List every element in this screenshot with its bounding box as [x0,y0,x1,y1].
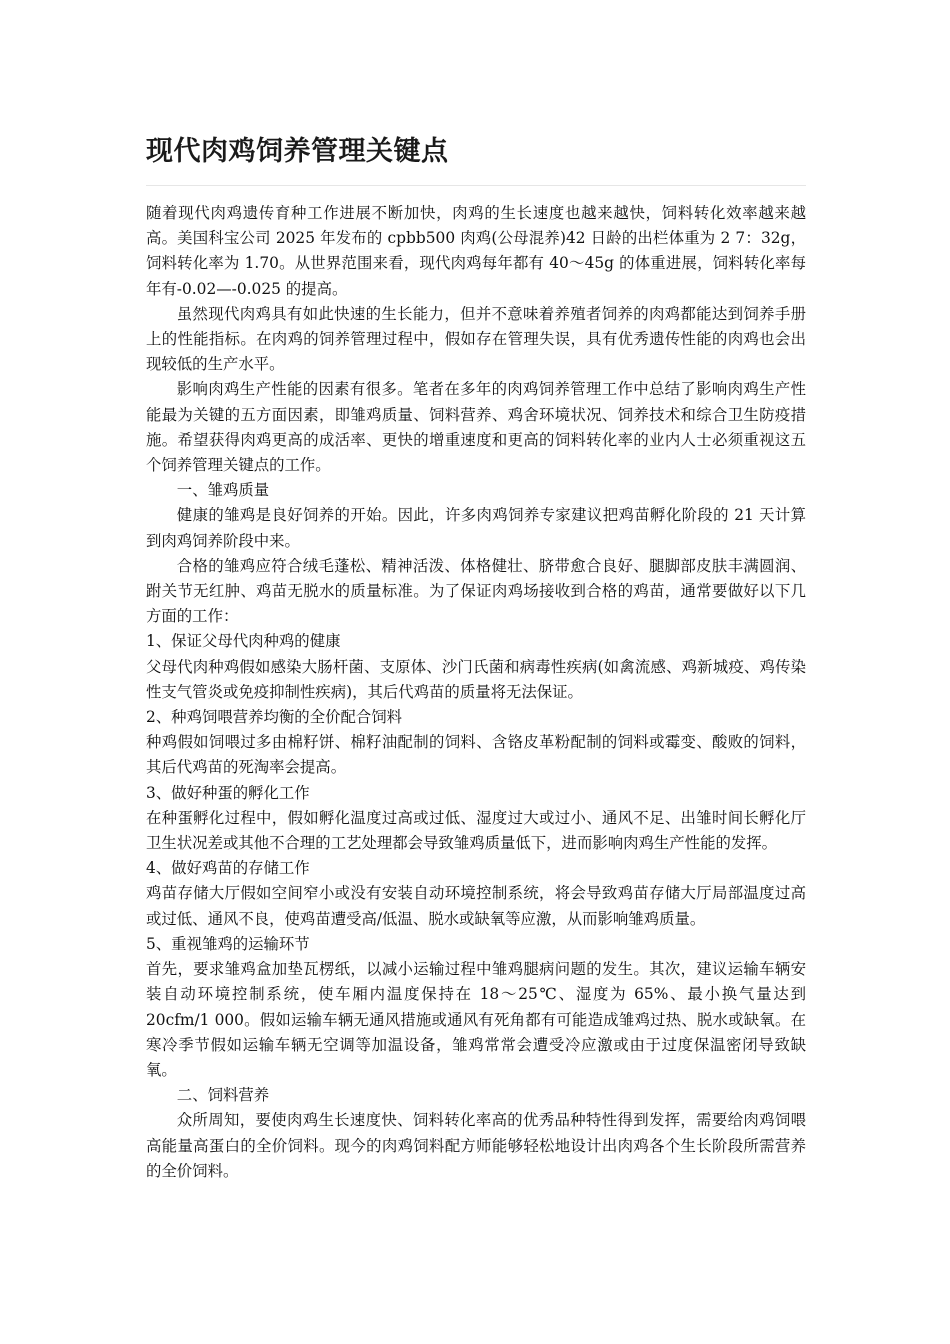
paragraph-storage: 鸡苗存储大厅假如空间窄小或没有安装自动环境控制系统，将会导致鸡苗存储大厅局部温度过高或过低、通风不良，使鸡苗遭受高/低温、脱水或缺氧等应激，从而影响雏鸡质量。 [146,884,806,928]
section-heading-nutrition: 二、饲料营养 [176,1086,270,1105]
subheading-incubation: 3、做好种蛋的孵化工作 [146,783,310,802]
paragraph-incubation: 在种蛋孵化过程中，假如孵化温度过高或过低、湿度过大或过小、通风不足、出雏时间长孵化厅卫生状况差或其他不合理的工艺处理都会导致雏鸡质量低下，进而影响肉鸡生产性能的发挥。 [146,808,806,853]
paragraph-parent-health: 父母代肉种鸡假如感染大肠杆菌、支原体、沙门氏菌和病毒性疾病(如禽流感、鸡新城疫、鸡传染性支气管炎或免疫抑制性疾病)，其后代鸡苗的质量将无法保证。 [146,657,806,701]
subheading-storage: 4、做好鸡苗的存储工作 [146,859,310,878]
paragraph-healthy-chicks: 健康的雏鸡是良好饲养的开始。因此，许多肉鸡饲养专家建议把鸡苗孵化阶段的 21 天计算到肉鸡饲养阶段中来。 [146,506,806,550]
paragraph-factors: 影响肉鸡生产性能的因素有很多。笔者在多年的肉鸡饲养管理工作中总结了影响肉鸡生产性能最为关键的五方面因素，即雏鸡质量、饲料营养、鸡舍环境状况、饲养技术和综合卫生防疫措施。希望获得肉鸡更高的成活率、更快的增重速度和更高的饲料转化率的业内人士必须重视这五个饲养管理关键点的工作。 [146,380,806,475]
paragraph-nutrition: 众所周知，要使肉鸡生长速度快、饲料转化率高的优秀品种特性得到发挥，需要给肉鸡饲喂高能量高蛋白的全价饲料。现今的肉鸡饲料配方师能够轻松地设计出肉鸡各个生长阶段所需营养的全价饲料。 [146,1111,806,1180]
section-heading-chick-quality: 一、雏鸡质量 [176,481,270,500]
title-divider [146,185,806,186]
paragraph-growth: 虽然现代肉鸡具有如此快速的生长能力，但并不意味着养殖者饲养的肉鸡都能达到饲养手册上的性能指标。在肉鸡的饲养管理过程中，假如存在管理失误，具有优秀遗传性能的肉鸡也会出现较低的生产水平。 [146,304,806,374]
paragraph-intro: 随着现代肉鸡遗传育种工作进展不断加快，肉鸡的生长速度也越来越快，饲料转化效率越来越高。美国科宝公司 2025 年发布的 cpbb500 肉鸡(公母混养)42 日龄的出栏体重为 2 7：32g，饲料转化率为 1.70。从世界范围来看，现代肉鸡每年都有 40～45g 的体重进展，饲料转化率每年有-0.02—-0.025 的提高。 [146,204,806,298]
paragraph-qualified-chicks: 合格的雏鸡应符合绒毛蓬松、精神活泼、体格健壮、脐带愈合良好、腿脚部皮肤丰满圆润、跗关节无红肿、鸡苗无脱水的质量标准。为了保证肉鸡场接收到合格的鸡苗，通常要做好以下几方面的工作： [146,556,806,626]
subheading-feed: 2、种鸡饲喂营养均衡的全价配合饲料 [146,708,403,727]
article-body [146,201,806,1184]
paragraph-feed: 种鸡假如饲喂过多由棉籽饼、棉籽油配制的饲料、含铬皮革粉配制的饲料或霉变、酸败的饲料，其后代鸡苗的死淘率会提高。 [146,733,806,777]
paragraph-transport: 首先，要求雏鸡盒加垫瓦楞纸，以减小运输过程中雏鸡腿病问题的发生。其次，建议运输车辆安装自动环境控制系统，使车厢内温度保持在 18～25℃、湿度为 65%、最小换气量达到 20cfm/1 000。假如运输车辆无通风措施或通风有死角都有可能造成雏鸡过热、脱水或缺氧。在寒冷季节假如运输车辆无空调等加温设备，雏鸡常常会遭受冷应激或由于过度保温密闭导致缺氧。 [146,960,806,1079]
subheading-parent-health: 1、保证父母代肉种鸡的健康 [146,632,341,651]
subheading-transport: 5、重视雏鸡的运输环节 [146,934,310,953]
document-title: 现代肉鸡饲养管理关键点 [146,136,449,167]
